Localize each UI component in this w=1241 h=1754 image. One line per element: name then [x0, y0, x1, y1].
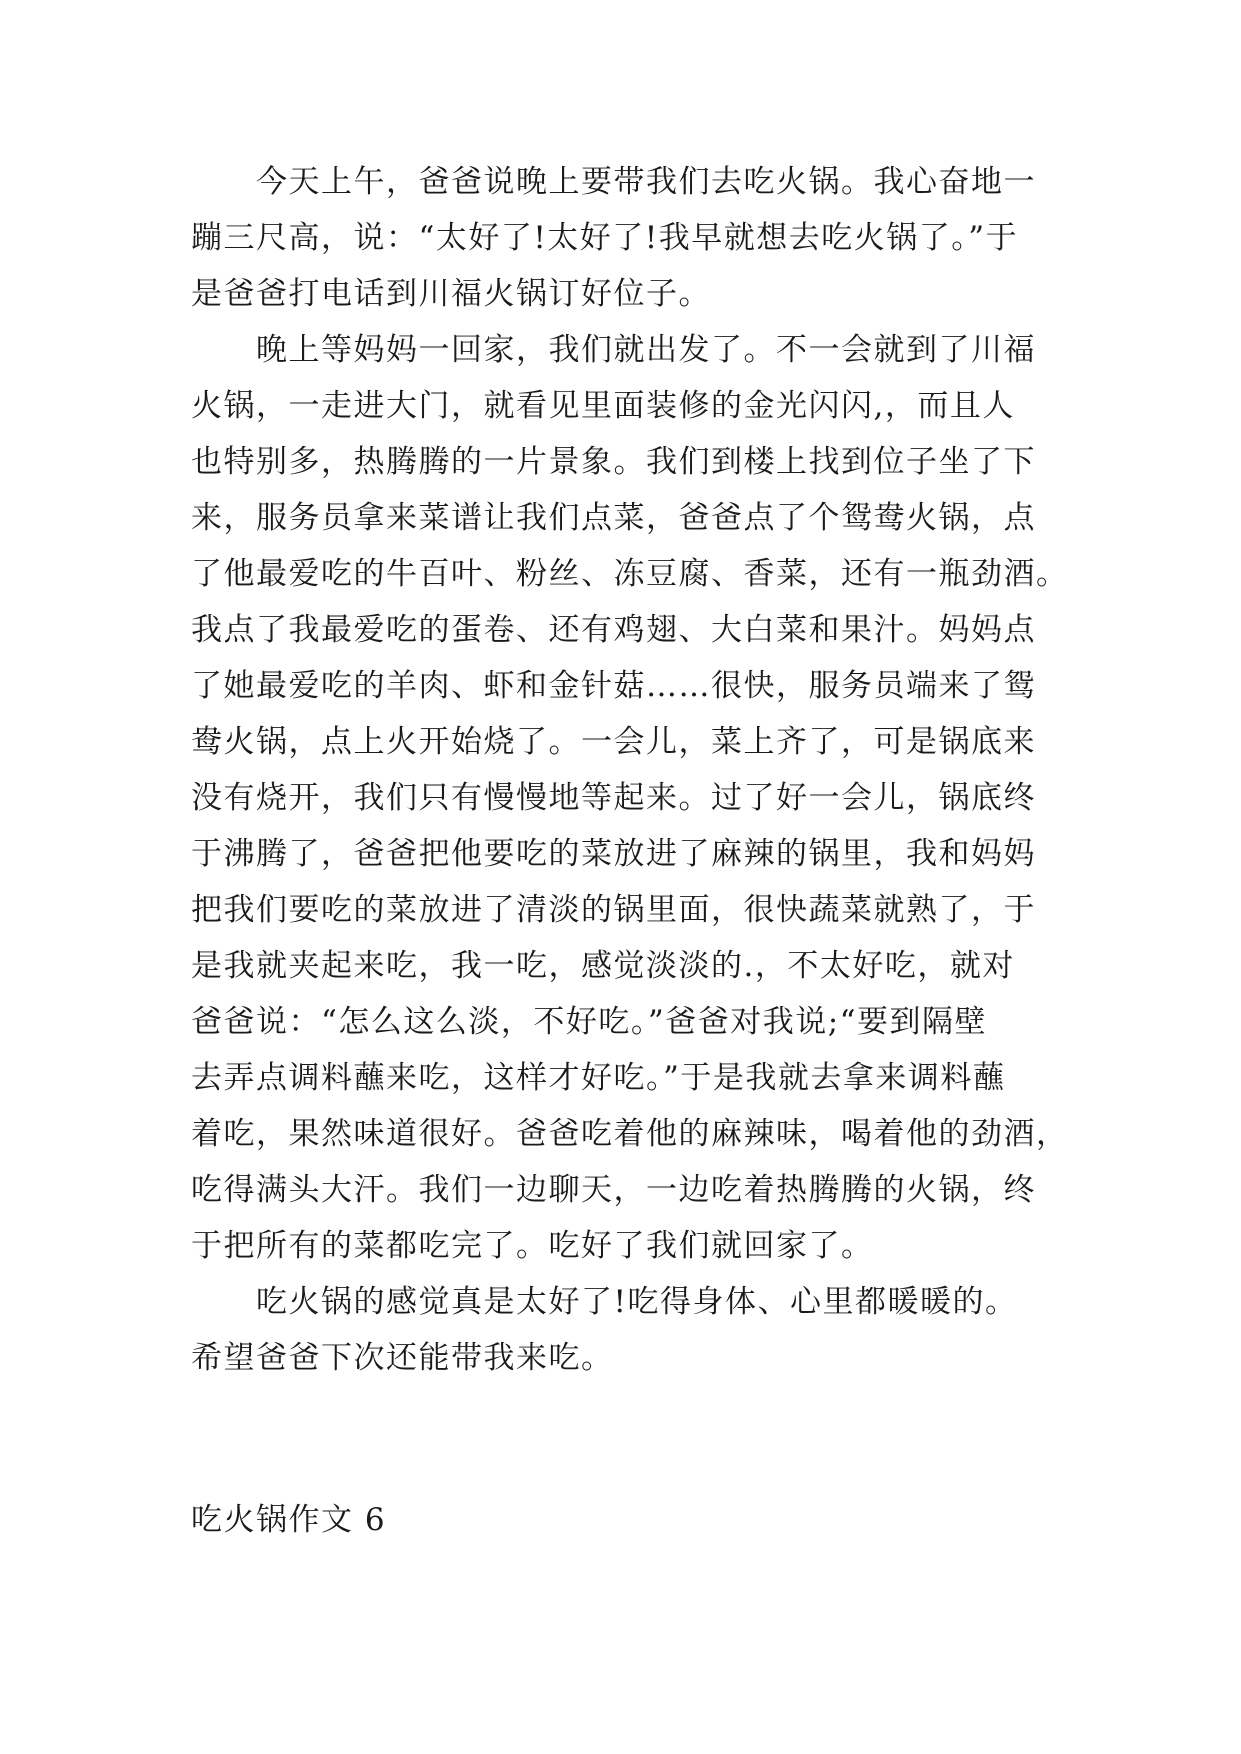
paragraph-line: 吃火锅的感觉真是太好了!吃得身体、心里都暖暖的。: [191, 1284, 1018, 1320]
paragraph-line: 蹦三尺高，说：“太好了!太好了!我早就想去吃火锅了。”于: [191, 220, 1019, 256]
paragraph-line: 了她最爱吃的羊肉、虾和金针菇……很快，服务员端来了鸳: [191, 668, 1036, 704]
paragraph-line: 吃得满头大汗。我们一边聊天，一边吃着热腾腾的火锅，终: [191, 1172, 1036, 1208]
paragraph-line: 来，服务员拿来菜谱让我们点菜，爸爸点了个鸳鸯火锅，点: [191, 500, 1036, 536]
paragraph-line: 于沸腾了，爸爸把他要吃的菜放进了麻辣的锅里，我和妈妈: [191, 836, 1036, 872]
paragraph-line: 是我就夹起来吃，我一吃，感觉淡淡的.，不太好吃，就对: [191, 948, 1015, 984]
paragraph-line: 爸爸说：“怎么这么淡，不好吃。”爸爸对我说;“要到隔壁: [191, 1004, 987, 1040]
paragraph-line: 晚上等妈妈一回家，我们就出发了。不一会就到了川福: [191, 332, 1036, 368]
paragraph-line: 着吃，果然味道很好。爸爸吃着他的麻辣味，喝着他的劲酒，: [191, 1116, 1069, 1152]
paragraph-line: 了他最爱吃的牛百叶、粉丝、冻豆腐、香菜，还有一瓶劲酒。: [191, 556, 1069, 592]
paragraph-line: 于把所有的菜都吃完了。吃好了我们就回家了。: [191, 1228, 874, 1264]
paragraph-line: 鸯火锅，点上火开始烧了。一会儿，菜上齐了，可是锅底来: [191, 724, 1036, 760]
paragraph-line: 没有烧开，我们只有慢慢地等起来。过了好一会儿，锅底终: [191, 780, 1036, 816]
paragraph-line: 希望爸爸下次还能带我来吃。: [191, 1340, 614, 1376]
paragraph-line: 我点了我最爱吃的蛋卷、还有鸡翅、大白菜和果汁。妈妈点: [191, 612, 1036, 648]
paragraph-line: 是爸爸打电话到川福火锅订好位子。: [191, 276, 711, 312]
next-essay-heading: 吃火锅作文 6: [191, 1502, 387, 1538]
paragraph-line: 去弄点调料蘸来吃，这样才好吃。”于是我就去拿来调料蘸: [191, 1060, 1006, 1096]
paragraph-line: 火锅，一走进大门，就看见里面装修的金光闪闪,，而且人: [191, 388, 1015, 424]
paragraph-line: 也特别多，热腾腾的一片景象。我们到楼上找到位子坐了下: [191, 444, 1036, 480]
essay-body: [191, 154, 1069, 1386]
paragraph-line: 把我们要吃的菜放进了清淡的锅里面，很快蔬菜就熟了，于: [191, 892, 1036, 928]
paragraph-line: 今天上午，爸爸说晚上要带我们去吃火锅。我心奋地一: [191, 164, 1036, 200]
